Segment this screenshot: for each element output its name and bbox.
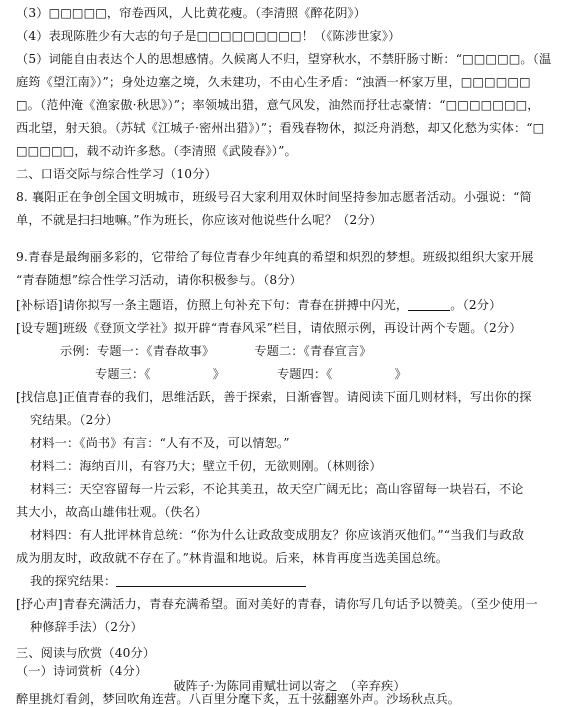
- material-three-line2: 其大小，故高山雄伟壮观。（佚名）: [16, 505, 208, 519]
- poem-title: 破阵子·为陈同甫赋壮词以寄之 （辛弃疾）: [173, 679, 406, 693]
- topic-task: [设专题]班级《登顶文学社》拟开辟“青春风采”栏目，请依照示例，再设计两个专题。（2分）: [16, 321, 522, 335]
- material-two: 材料二：海纳百川，有容乃大；壁立千仞，无欲则刚。（林则徐）: [30, 459, 382, 473]
- section-two-heading: 二、口语交际与综合性学习（10分）: [16, 167, 217, 181]
- slogan-answer-blank[interactable]: [408, 298, 450, 311]
- poem-line1: 醉里挑灯看剑，梦回吹角连营。八百里分麾下炙，五十弦翻塞外声。沙场秋点兵。: [16, 692, 461, 706]
- topic-four-close: 》: [394, 367, 407, 381]
- q7-item5-line2: 庭筠《望江南》）”；身处边塞之境，久未建功，不由心生矛盾：“浊酒一杯家万里，□□□□□□: [16, 75, 531, 89]
- q7-item5-line5: □□□□□，载不动许多愁。（李清照《武陵春》）”。: [16, 144, 297, 158]
- section-three-heading: 三、阅读与欣赏（40分）: [16, 646, 156, 660]
- material-three-line1: 材料三：天空容留每一片云彩，不论其美丑，故天空广阔无比；高山容留每一块岩石，不论: [30, 482, 524, 496]
- info-task-line2: 究结果。（2分）: [30, 413, 119, 427]
- topic-four-open: 专题四：《: [276, 367, 333, 381]
- result-line: [30, 574, 569, 589]
- topic-three-close: 》: [212, 367, 225, 381]
- slogan-score: 。（2分）: [450, 298, 502, 312]
- poetry-subheading: （一）诗词赏析（4分）: [16, 664, 148, 678]
- q7-item4: （4）表现陈胜少有大志的句子是□□□□□□□□□！（《陈涉世家》）: [16, 29, 401, 43]
- material-one: 材料一：《尚书》有言：“人有不及，可以情恕。”: [30, 436, 290, 450]
- q8-line1: 8. 襄阳正在争创全国文明城市，班级号召大家利用双休时间坚持参加志愿者活动。小强说：“简: [16, 190, 532, 204]
- q9-line2: “青春随想”综合性学习活动，请你积极参与。（8分）: [16, 273, 302, 287]
- q7-item5-line4: 西北望，射天狼。（苏轼《江城子·密州出猎》）”；看残春物休，拟泛舟消愁，却又化愁为实体：“□: [16, 121, 545, 135]
- result-answer-blank[interactable]: [116, 574, 306, 587]
- q7-item3: （3）□□□□□，帘卷西风，人比黄花瘦。（李清照《醉花阴》）: [16, 6, 367, 20]
- result-label: 我的探究结果：: [30, 574, 117, 588]
- topic-three-open: 专题三：《: [95, 367, 151, 381]
- voice-task-line2: 种修辞手法）（2分）: [30, 620, 143, 634]
- slogan-prompt: [补标语]请你拟写一条主题语，仿照上句补充下句：青春在拼搏中闪光，: [16, 298, 409, 312]
- q8-line2: 单，不就是扫扫地嘛。”作为班长，你应该对他说些什么呢？（2分）: [16, 213, 382, 227]
- material-four-line1: 材料四：有人批评林肯总统：“你为什么让政敌变成朋友？你应该消灭他们。”“当我们与政敌: [30, 528, 525, 542]
- topic-example: [60, 344, 569, 359]
- topic-one: 示例：专题一：《青春故事》: [60, 344, 215, 358]
- q7-item5-line1: （5）词能自由表达个人的思想感情。久候离人不归，望穿秋水，不禁肝肠寸断：“□□□□□。（温: [16, 52, 552, 66]
- q7-item5-line3: □。（范仲淹《渔家傲·秋思》）”；率领城出猎，意气风发，油然而抒壮志豪情：“□□□□□□□，: [16, 98, 540, 112]
- topic-two: 专题二：《青春宣言》: [254, 344, 372, 358]
- voice-task-line1: [抒心声]青春充满活力，青春充满希望。面对美好的青春，请你写几句话予以赞美。（至少使用一: [16, 597, 538, 611]
- slogan-task: [16, 298, 569, 313]
- q9-line1: 9.青春是最绚丽多彩的，它带给了每位青春少年纯真的希望和炽烈的梦想。班级拟组织大家开展: [16, 250, 534, 264]
- material-four-line2: 成为朋友时，政敌就不存在了。”林肯温和地说。后来，林肯再度当选美国总统。: [16, 551, 449, 565]
- topic-blanks: [95, 367, 569, 382]
- info-task-line1: [找信息]正值青春的我们，思维活跃，善于探索，日渐睿智。请阅读下面几则材料，写出你的探: [16, 390, 532, 404]
